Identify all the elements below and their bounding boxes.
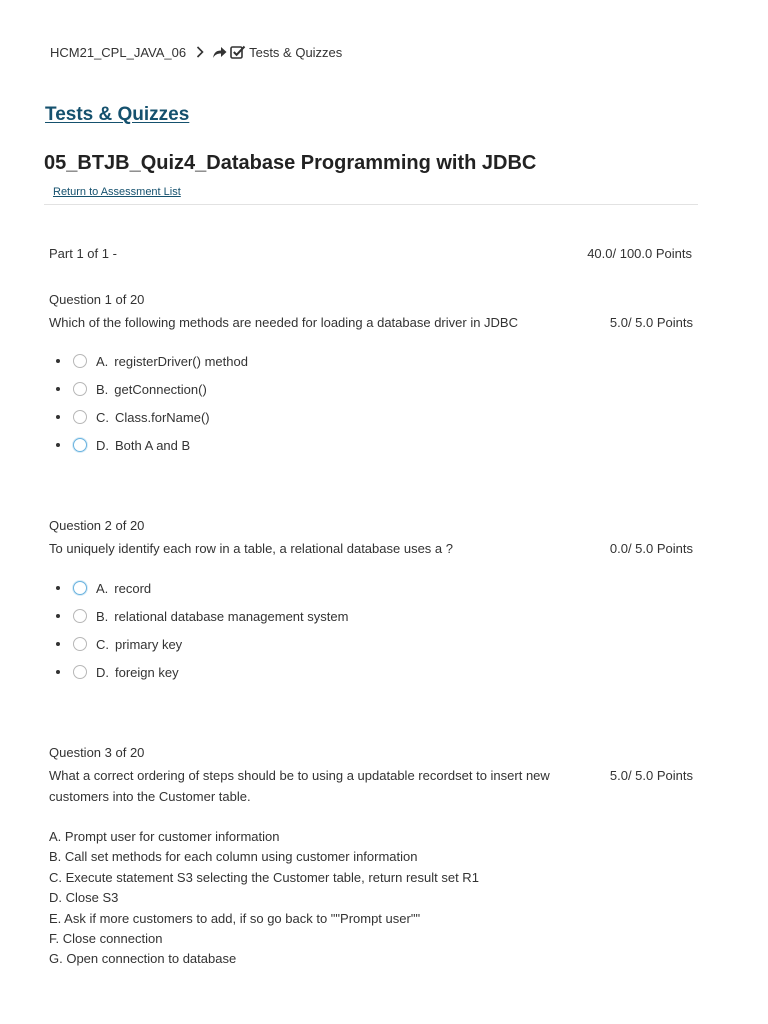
answer-letter: C. bbox=[96, 636, 109, 652]
part-points: 40.0/ 100.0 Points bbox=[587, 246, 692, 261]
answer-list bbox=[49, 347, 693, 459]
answer-option[interactable] bbox=[49, 574, 693, 602]
step-line: A. Prompt user for customer information bbox=[49, 829, 280, 844]
step-line: G. Open connection to database bbox=[49, 951, 237, 967]
bullet-icon bbox=[56, 586, 60, 590]
question-number: Question 3 of 20 bbox=[49, 745, 145, 760]
radio-button[interactable] bbox=[73, 354, 87, 368]
answer-option[interactable] bbox=[49, 602, 693, 630]
answer-option[interactable] bbox=[49, 347, 693, 375]
step-line: C. Execute statement S3 selecting the Customer table, return result set R1 bbox=[49, 869, 479, 885]
question-3 bbox=[49, 744, 693, 970]
answer-text: primary key bbox=[115, 636, 183, 652]
breadcrumb bbox=[50, 43, 342, 61]
share-arrow-icon bbox=[212, 46, 227, 59]
answer-letter: C. bbox=[96, 409, 109, 425]
bullet-icon bbox=[56, 670, 60, 674]
question-text: Which of the following methods are needed for loading a database driver in JDBC bbox=[49, 315, 518, 330]
radio-button[interactable] bbox=[73, 665, 87, 679]
bullet-icon bbox=[56, 359, 60, 363]
answer-letter: B. bbox=[96, 381, 109, 397]
answer-letter: A. bbox=[96, 580, 109, 596]
question-points: 5.0/ 5.0 Points bbox=[609, 768, 693, 783]
question-number: Question 2 of 20 bbox=[49, 518, 145, 533]
answer-list bbox=[49, 574, 693, 686]
answer-text: getConnection() bbox=[114, 381, 207, 397]
answer-option[interactable] bbox=[49, 431, 693, 459]
answer-option[interactable] bbox=[49, 658, 693, 686]
answer-option[interactable] bbox=[49, 630, 693, 658]
question-number: Question 1 of 20 bbox=[49, 292, 145, 307]
bullet-icon bbox=[56, 614, 60, 618]
checkbox-checked-icon bbox=[230, 45, 246, 59]
radio-button[interactable] bbox=[73, 637, 87, 651]
step-line: D. Close S3 bbox=[49, 890, 119, 906]
answer-text: foreign key bbox=[115, 664, 179, 680]
question-text: To uniquely identify each row in a table, a relational database uses a ? bbox=[49, 541, 453, 556]
question-text: What a correct ordering of steps should be to using a updatable recordset to insert new customers into the Customer table. bbox=[49, 768, 550, 804]
answer-option[interactable] bbox=[49, 403, 693, 431]
return-to-assessment-list-link[interactable]: Return to Assessment List bbox=[53, 186, 181, 198]
bullet-icon bbox=[56, 415, 60, 419]
answer-text: registerDriver() method bbox=[114, 353, 248, 369]
bullet-icon bbox=[56, 387, 60, 391]
page-title: 05_BTJB_Quiz4_Database Programming with JDBC bbox=[44, 152, 537, 174]
question-2 bbox=[49, 517, 693, 686]
title-divider bbox=[44, 204, 698, 205]
answer-letter: B. bbox=[96, 608, 109, 624]
breadcrumb-tool-label: Tests & Quizzes bbox=[249, 44, 343, 60]
step-line: F. Close connection bbox=[49, 931, 163, 947]
answer-text: Class.forName() bbox=[115, 409, 210, 425]
answer-letter: D. bbox=[96, 664, 109, 680]
radio-button[interactable] bbox=[73, 410, 87, 424]
chevron-right-icon bbox=[196, 46, 204, 58]
question-1 bbox=[49, 291, 693, 459]
answer-letter: D. bbox=[96, 437, 109, 453]
answer-text: record bbox=[114, 580, 152, 596]
radio-button[interactable] bbox=[73, 382, 87, 396]
breadcrumb-site-link[interactable]: HCM21_CPL_JAVA_06 bbox=[50, 44, 187, 60]
answer-text: relational database management system bbox=[114, 608, 349, 624]
part-label: Part 1 of 1 - bbox=[49, 246, 117, 261]
step-line: B. Call set methods for each column using customer information bbox=[49, 849, 418, 865]
bullet-icon bbox=[56, 642, 60, 646]
question-steps bbox=[49, 827, 693, 970]
tool-title-link[interactable]: Tests & Quizzes bbox=[45, 104, 190, 125]
radio-button[interactable] bbox=[73, 609, 87, 623]
radio-button[interactable] bbox=[73, 438, 87, 452]
answer-option[interactable] bbox=[49, 375, 693, 403]
step-line: E. Ask if more customers to add, if so go back to ""Prompt user"" bbox=[49, 910, 421, 926]
question-points: 5.0/ 5.0 Points bbox=[609, 315, 693, 330]
answer-letter: A. bbox=[96, 353, 109, 369]
answer-text: Both A and B bbox=[115, 437, 191, 453]
bullet-icon bbox=[56, 443, 60, 447]
radio-button[interactable] bbox=[73, 581, 87, 595]
question-points: 0.0/ 5.0 Points bbox=[609, 541, 693, 556]
